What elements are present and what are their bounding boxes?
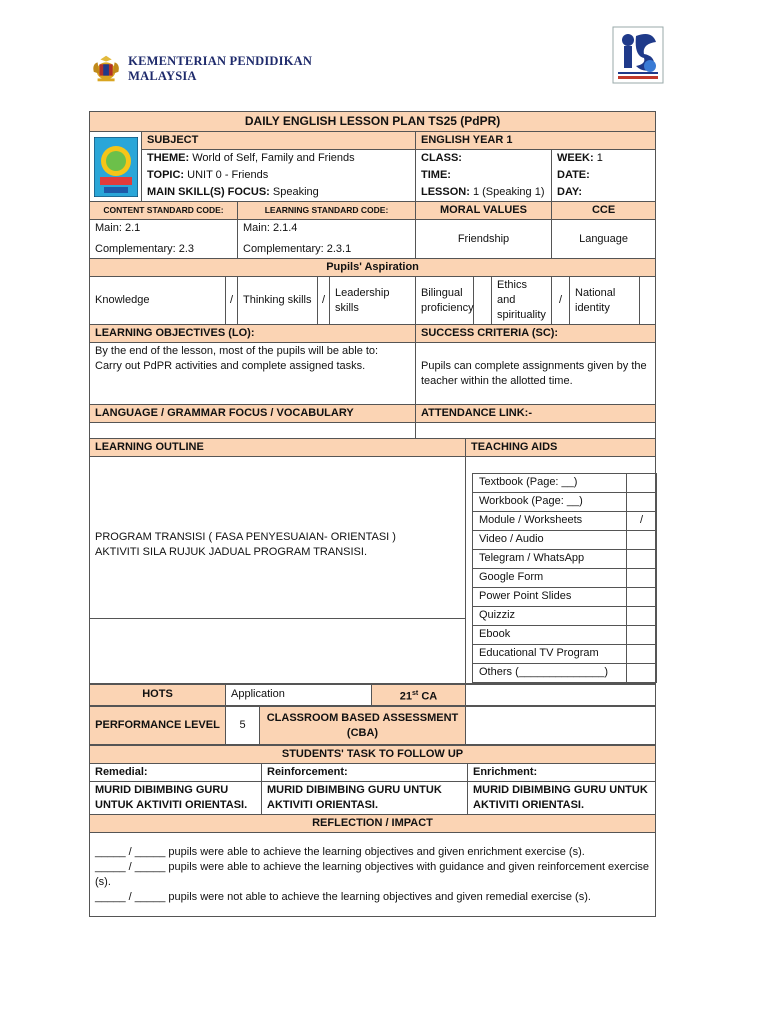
aspiration-national-mark bbox=[640, 277, 656, 325]
aspiration-knowledge-mark: / bbox=[226, 277, 238, 325]
tasks-title: STUDENTS' TASK TO FOLLOW UP bbox=[90, 746, 656, 764]
aid-row bbox=[473, 625, 657, 644]
teaching-aids-label: TEACHING AIDS bbox=[466, 439, 656, 457]
reflection-title: REFLECTION / IMPACT bbox=[90, 815, 656, 833]
reflection-line: _____ / _____ pupils were not able to achieve the learning objectives and given remedial exercise (s). bbox=[95, 890, 591, 903]
reflection-line: _____ / _____ pupils were able to achieve the learning objectives and given enrichment exercise (s). bbox=[95, 845, 585, 858]
aspiration-national: National identity bbox=[570, 277, 640, 325]
aid-row bbox=[473, 644, 657, 663]
learning-standard-value: Main: 2.1.4 Complementary: 2.3.1 bbox=[238, 220, 416, 259]
enrichment-label: Enrichment: bbox=[468, 764, 656, 782]
reinforcement-value: MURID DIBIMBING GURU UNTUK AKTIVITI ORIENTASI. bbox=[262, 782, 468, 815]
aspiration-leadership: Leadership skills bbox=[330, 277, 416, 325]
aid-row bbox=[473, 663, 657, 682]
performance-level-table bbox=[89, 706, 656, 745]
moral-values-value: Friendship bbox=[416, 220, 552, 259]
aid-label: Others (______________) bbox=[473, 663, 627, 682]
aspiration-ethics-mark: / bbox=[552, 277, 570, 325]
attendance-value bbox=[416, 423, 656, 439]
aid-row bbox=[473, 473, 657, 492]
aspiration-title: Pupils' Aspiration bbox=[90, 259, 656, 277]
aid-label: Educational TV Program bbox=[473, 644, 627, 663]
aspiration-thinking: Thinking skills bbox=[238, 277, 318, 325]
aid-label: Module / Worksheets bbox=[473, 511, 627, 530]
textbook-cover-icon bbox=[94, 137, 138, 197]
learning-outline-label: LEARNING OUTLINE bbox=[90, 439, 466, 457]
aid-label: Video / Audio bbox=[473, 530, 627, 549]
learning-standard-label: LEARNING STANDARD CODE: bbox=[238, 202, 416, 220]
aid-row bbox=[473, 511, 657, 530]
topic-cell: TOPIC: UNIT 0 - Friends bbox=[142, 167, 416, 184]
aid-mark bbox=[627, 473, 657, 492]
grammar-focus-label: LANGUAGE / GRAMMAR FOCUS / VOCABULARY bbox=[90, 405, 416, 423]
teaching-aids-list bbox=[466, 473, 656, 684]
cce-value: Language bbox=[552, 220, 656, 259]
performance-level-label: PERFORMANCE LEVEL bbox=[90, 707, 226, 745]
week-cell: WEEK: 1 bbox=[552, 150, 656, 168]
outline-content: PROGRAM TRANSISI ( FASA PENYESUAIAN- ORIENTASI ) AKTIVITI SILA RUJUK JADUAL PROGRAM TRANSISI. bbox=[90, 473, 466, 619]
aspiration-knowledge: Knowledge bbox=[90, 277, 226, 325]
cce-label: CCE bbox=[552, 202, 656, 220]
aid-label: Workbook (Page: __) bbox=[473, 492, 627, 511]
aid-label: Power Point Slides bbox=[473, 587, 627, 606]
remedial-label: Remedial: bbox=[90, 764, 262, 782]
grammar-focus-value bbox=[90, 423, 416, 439]
hots-label-cell: HOTS bbox=[90, 684, 226, 706]
textbook-cover bbox=[90, 132, 142, 202]
aspiration-bilingual-mark bbox=[474, 277, 492, 325]
date-label: DATE: bbox=[552, 167, 656, 184]
reinforcement-label: Reinforcement: bbox=[262, 764, 468, 782]
subject-value: ENGLISH YEAR 1 bbox=[416, 132, 656, 150]
ca-label: 21st CA bbox=[372, 684, 466, 706]
malaysia-crest-icon bbox=[90, 54, 122, 84]
aid-label: Telegram / WhatsApp bbox=[473, 549, 627, 568]
skill-cell: MAIN SKILL(S) FOCUS: Speaking bbox=[142, 184, 416, 202]
teaching-aids-checklist bbox=[472, 473, 657, 683]
aid-mark bbox=[627, 606, 657, 625]
outline-extra bbox=[90, 618, 466, 683]
aspiration-thinking-mark: / bbox=[318, 277, 330, 325]
aid-mark bbox=[627, 587, 657, 606]
aid-label: Textbook (Page: __) bbox=[473, 473, 627, 492]
theme-cell: THEME: World of Self, Family and Friends bbox=[142, 150, 416, 168]
aid-mark bbox=[627, 663, 657, 682]
aid-mark bbox=[627, 644, 657, 663]
hots-value-cell: Application bbox=[226, 684, 372, 706]
aid-mark bbox=[627, 530, 657, 549]
aid-row bbox=[473, 587, 657, 606]
aid-mark bbox=[627, 625, 657, 644]
sc-label: SUCCESS CRITERIA (SC): bbox=[416, 325, 656, 343]
lesson-plan-form bbox=[89, 111, 655, 917]
sc-text: Pupils can complete assignments given by the teacher within the allotted time. bbox=[416, 343, 656, 405]
attendance-label: ATTENDANCE LINK:- bbox=[416, 405, 656, 423]
cba-value bbox=[466, 707, 656, 745]
aid-mark: / bbox=[627, 511, 657, 530]
aspiration-ethics: Ethics and spirituality bbox=[492, 277, 552, 325]
aid-mark bbox=[627, 492, 657, 511]
reflection-line: _____ / _____ pupils were able to achieve the learning objectives with guidance and given reinforcement exercise (s). bbox=[95, 860, 650, 888]
lo-text: By the end of the lesson, most of the pupils will be able to: Carry out PdPR activities and complete assigned tasks. bbox=[90, 343, 416, 405]
aids-spacer bbox=[466, 457, 656, 473]
ministry-header bbox=[90, 52, 370, 86]
subject-label: SUBJECT bbox=[142, 132, 416, 150]
enrichment-value: MURID DIBIMBING GURU UNTUK AKTIVITI ORIENTASI. bbox=[468, 782, 656, 815]
outline-spacer bbox=[90, 457, 466, 473]
remedial-value: MURID DIBIMBING GURU UNTUK AKTIVITI ORIENTASI. bbox=[90, 782, 262, 815]
class-label: CLASS: bbox=[416, 150, 552, 168]
aid-row bbox=[473, 606, 657, 625]
cba-label: CLASSROOM BASED ASSESSMENT (CBA) bbox=[260, 707, 466, 745]
time-label: TIME: bbox=[416, 167, 552, 184]
ts25-logo-icon bbox=[612, 26, 664, 84]
aid-label: Google Form bbox=[473, 568, 627, 587]
performance-table bbox=[89, 684, 656, 707]
page-title: DAILY ENGLISH LESSON PLAN TS25 (PdPR) bbox=[90, 112, 656, 132]
aid-row bbox=[473, 530, 657, 549]
aspiration-bilingual: Bilingual proficiency bbox=[416, 277, 474, 325]
moral-values-label: MORAL VALUES bbox=[416, 202, 552, 220]
lesson-cell: LESSON: 1 (Speaking 1) bbox=[416, 184, 552, 202]
lesson-plan-table bbox=[89, 111, 656, 439]
ca-value bbox=[466, 684, 656, 706]
aid-mark bbox=[627, 549, 657, 568]
aid-row bbox=[473, 549, 657, 568]
ministry-name: KEMENTERIAN PENDIDIKAN MALAYSIA bbox=[128, 54, 313, 83]
content-standard-value: Main: 2.1 Complementary: 2.3 bbox=[90, 220, 238, 259]
tasks-table bbox=[89, 745, 656, 917]
outline-table bbox=[89, 439, 656, 684]
content-standard-label: CONTENT STANDARD CODE: bbox=[90, 202, 238, 220]
lo-label: LEARNING OBJECTIVES (LO): bbox=[90, 325, 416, 343]
reflection-content bbox=[90, 833, 656, 917]
performance-level-value: 5 bbox=[226, 707, 260, 745]
aid-row bbox=[473, 492, 657, 511]
day-label: DAY: bbox=[552, 184, 656, 202]
aid-mark bbox=[627, 568, 657, 587]
aid-row bbox=[473, 568, 657, 587]
aid-label: Quizziz bbox=[473, 606, 627, 625]
aid-label: Ebook bbox=[473, 625, 627, 644]
